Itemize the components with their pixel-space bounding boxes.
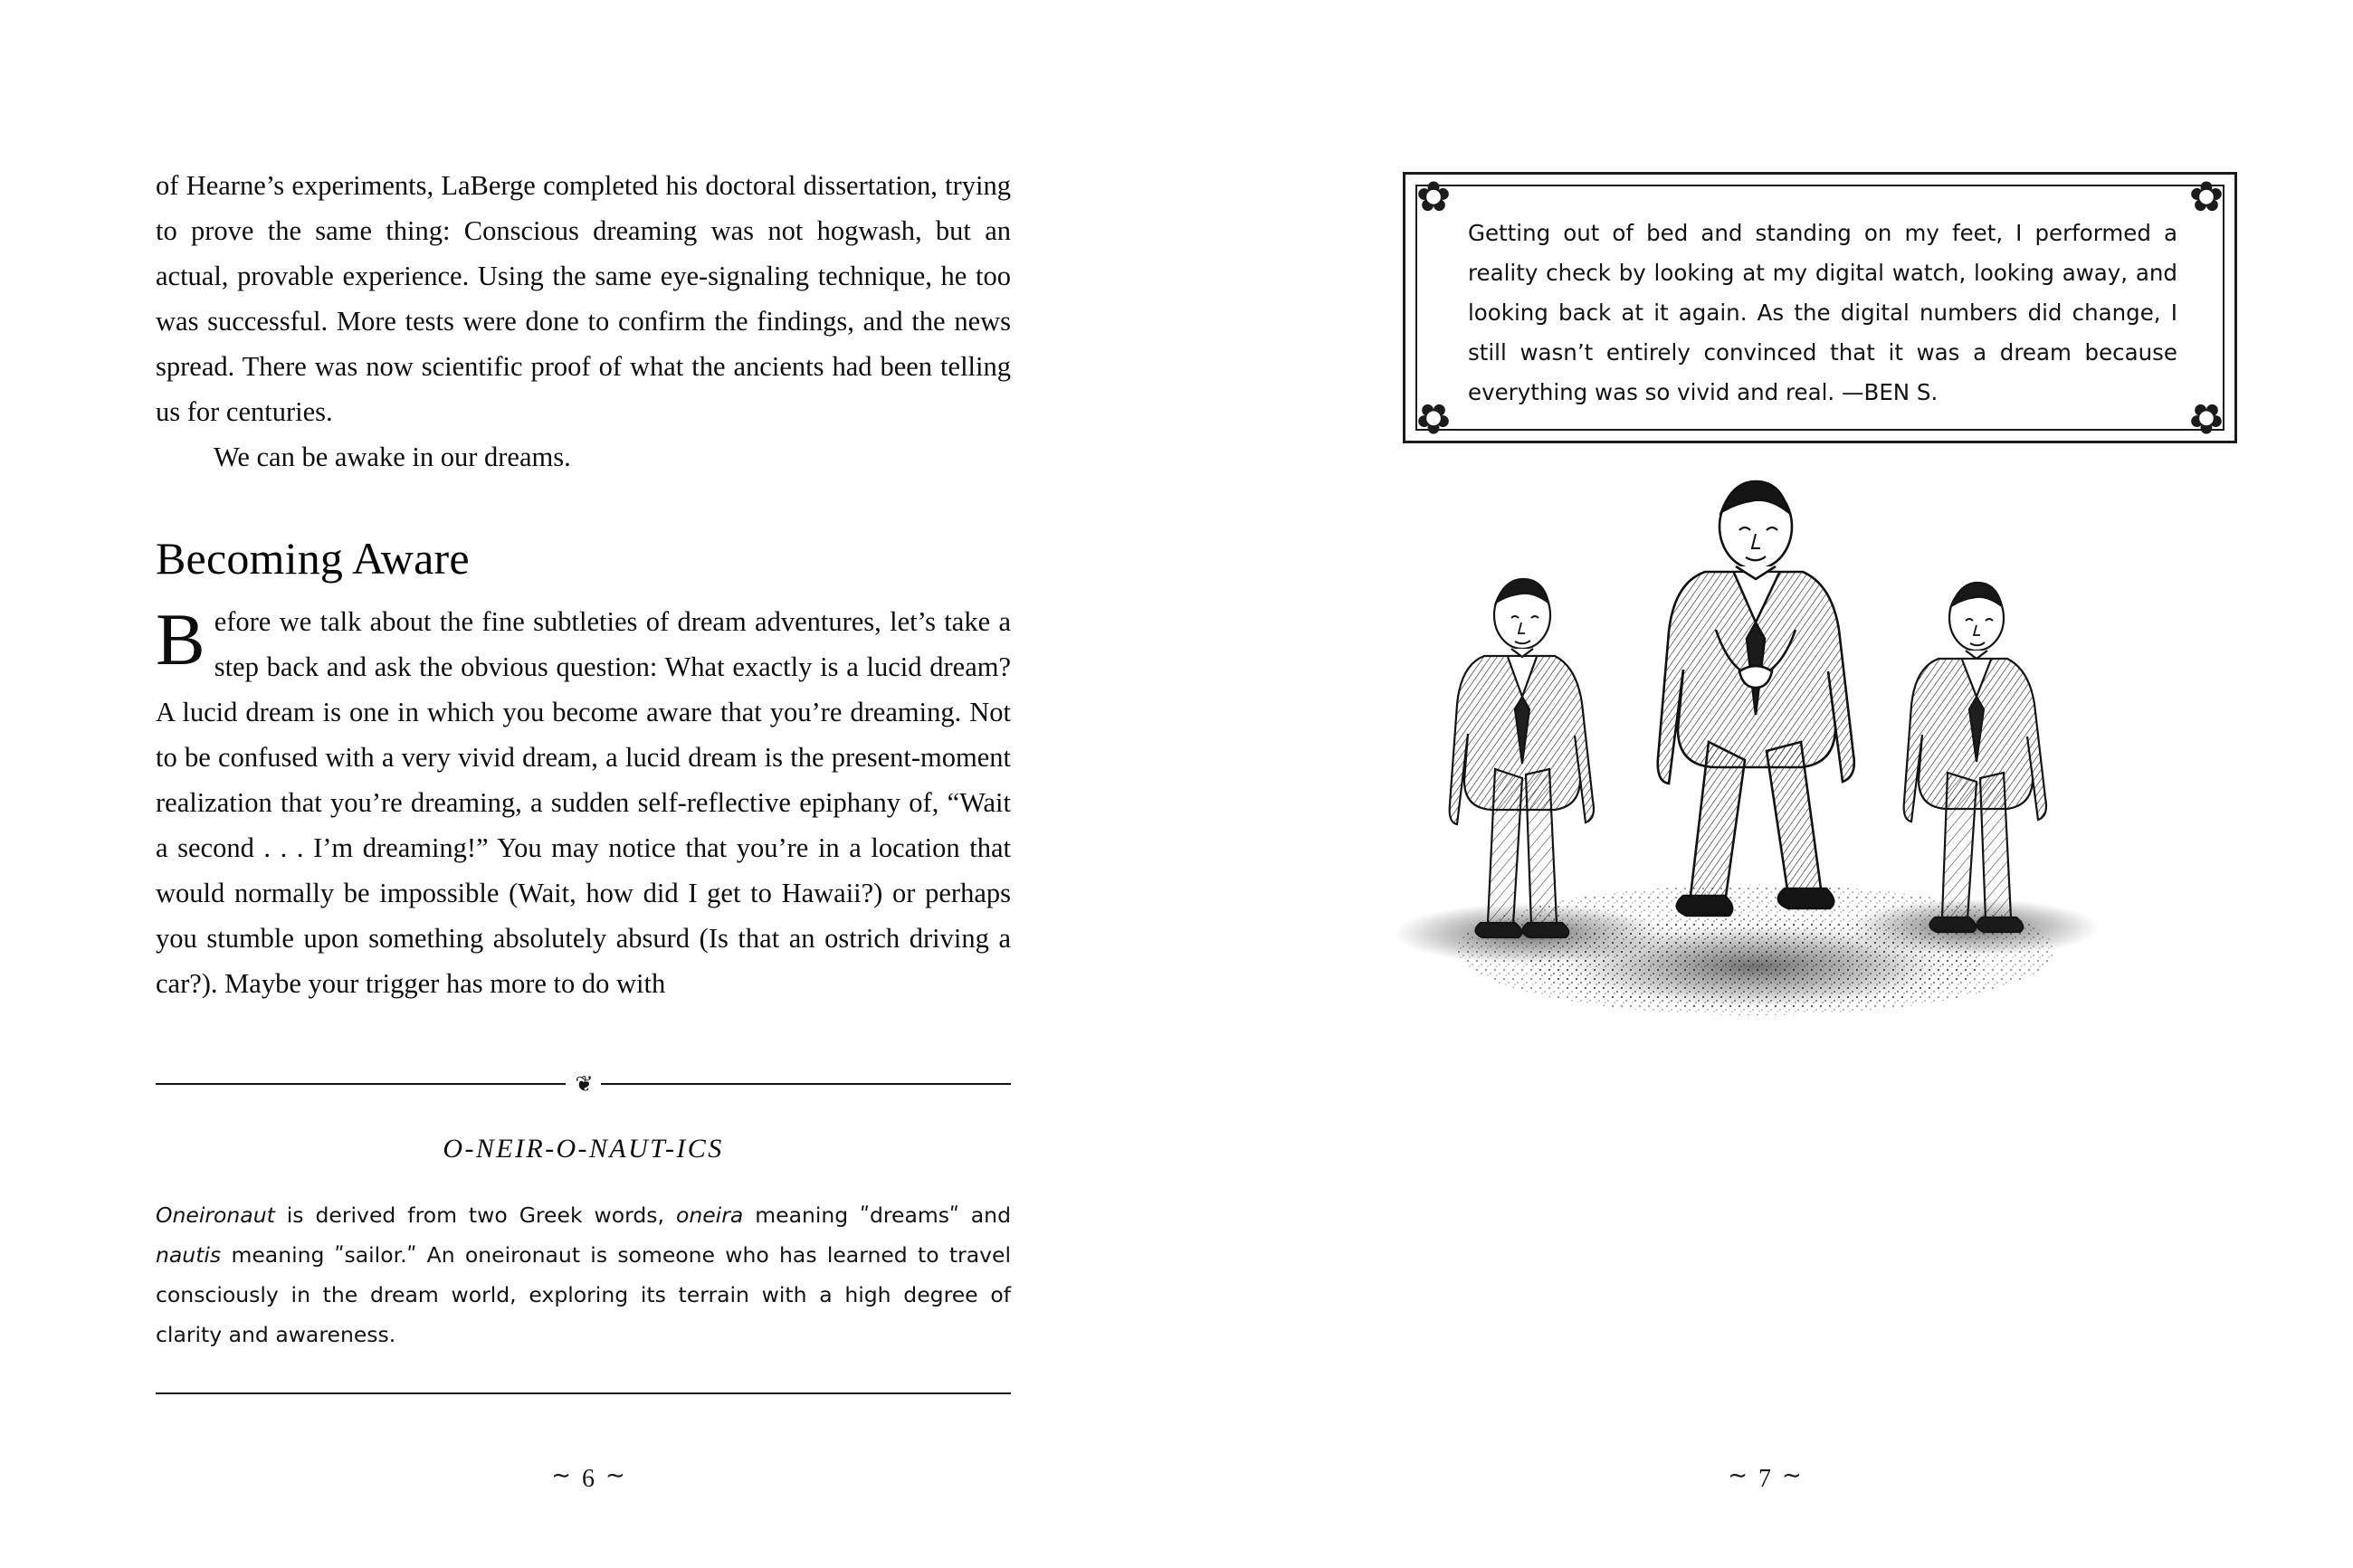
frame-corner-bottom-right-icon: ✿ — [2188, 394, 2224, 443]
sidebar-bottom-rule — [156, 1392, 1011, 1394]
testimonial-text: Getting out of bed and standing on my feet, I performed a reality check by looking at my digital watch, looking away, and looking back at it again. As the digital numbers did change, I still wasn’t entirely convinced that it was a dream because everything was so vivid and real. —BEN S. — [1468, 220, 2177, 405]
illustration-three-men — [1176, 470, 2353, 1402]
sidebar-text-2: meaning ʺdreamsʺ and — [743, 1202, 1011, 1228]
dropcap-paragraph — [156, 599, 1011, 1006]
left-text-column — [156, 163, 1011, 1006]
sidebar-top-rule — [156, 1072, 1011, 1096]
sidebar-title: O-NEIR-O-NAUT-ICS — [443, 1134, 724, 1164]
ornament-icon: ❦ — [566, 1073, 600, 1095]
drop-cap-letter: B — [156, 598, 205, 680]
figure-right — [1904, 583, 2046, 932]
frame-corner-bottom-left-icon: ✿ — [1415, 394, 1452, 443]
frame-corner-top-right-icon: ✿ — [2188, 172, 2224, 221]
section-title: Becoming Aware — [156, 533, 470, 584]
figure-center-floating — [1658, 481, 1854, 916]
frame-corner-top-left-icon: ✿ — [1415, 172, 1452, 221]
folio-left — [0, 1462, 1176, 1494]
sidebar-text-1: is derived from two Greek words, — [274, 1202, 676, 1228]
sidebar-text-3: meaning ʺsailor.ʺ An oneironaut is someone who has learned to travel consciously in the dream world, exploring its terrain with a high degree of clarity and awareness. — [156, 1242, 1011, 1347]
testimonial-frame — [1403, 172, 2237, 443]
term-oneironaut: Oneironaut — [156, 1202, 275, 1228]
ground-stipple-2 — [1529, 918, 1982, 1009]
body-text-block — [156, 163, 1011, 480]
folio-number-left: 6 — [582, 1465, 595, 1493]
dropcap-paragraph-text: efore we talk about the fine subtleties of dream adventures, let’s take a step back and ask the obvious question: What exactly is a lucid dream? A lucid dream is one in which you become aware that you’re dreaming. Not to be confused with a very vivid dream, a lucid dream is the present-moment realization that you’re dreaming, a sudden self-reflective epiphany of, “Wait a second . . . I’m dreaming!” You may notice that you’re in a location that would normally be impossible (Wait, how did I get to Hawaii?) or perhaps you stumble upon something absolutely absurd (Is that an ostrich driving a car?). Maybe your trigger has more to do with — [156, 606, 1011, 999]
right-page — [1176, 0, 2353, 1568]
term-oneira: oneira — [675, 1202, 744, 1228]
figure-left — [1450, 579, 1594, 937]
left-page — [0, 0, 1176, 1568]
term-nautis: nautis — [156, 1242, 222, 1268]
paragraph-continued: of Hearne’s experiments, LaBerge completed his doctoral dissertation, trying to prove the same thing: Conscious dreaming was not hogwash, but an actual, provable experience. Using the same eye-signaling technique, he too was successful. More tests were done to confirm the findings, and the news spread. There was now scientific proof of what the ancients had been telling us for centuries. — [156, 170, 1011, 427]
folio-dash-right-icon-right: ∼ — [1782, 1462, 1802, 1488]
folio-right — [1176, 1462, 2353, 1494]
sidebar-oneironautics — [156, 1072, 1011, 1394]
folio-dash-right-icon: ∼ — [605, 1462, 625, 1488]
folio-dash-left-icon: ∼ — [551, 1462, 571, 1488]
folio-dash-left-icon-right: ∼ — [1728, 1462, 1748, 1488]
sidebar-body — [156, 1195, 1011, 1354]
folio-number-right: 7 — [1758, 1465, 1771, 1493]
paragraph-awake: We can be awake in our dreams. — [214, 442, 571, 472]
